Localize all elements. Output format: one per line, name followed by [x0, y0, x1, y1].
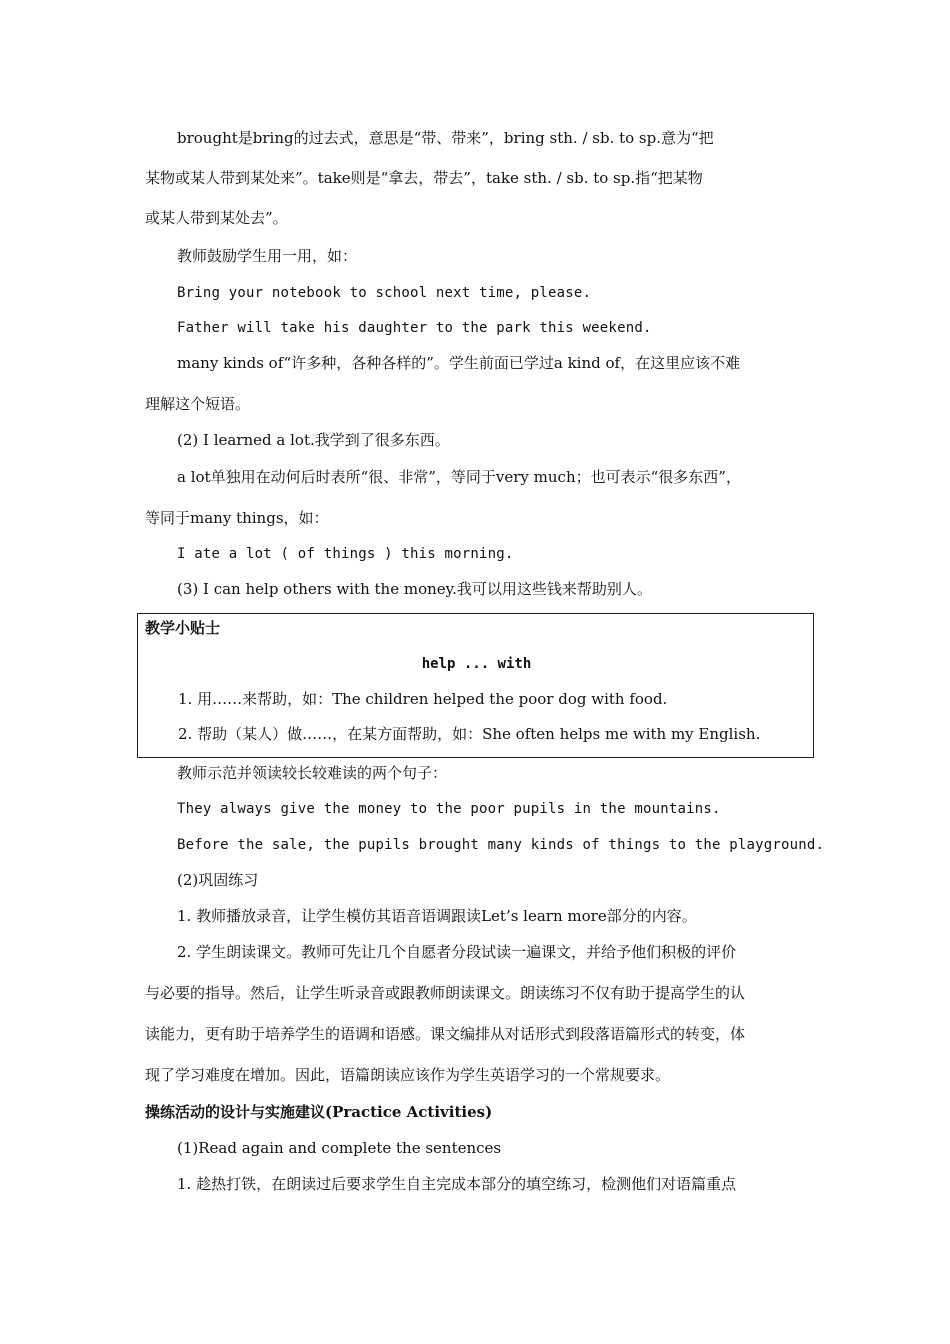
example-sentence: Father will take his daughter to the park this weekend.	[177, 320, 652, 336]
paragraph-line: brought是bring的过去式，意思是“带、带来”，bring sth. / sb. to sp.意为“把	[177, 129, 714, 147]
paragraph-line: 1. 趁热打铁，在朗读过后要求学生自主完成本部分的填空练习，检测他们对语篇重点	[177, 1175, 737, 1193]
paragraph-line: 教师示范并领读较长较难读的两个句子：	[177, 764, 448, 782]
paragraph-line: a lot单独用在动何后时表所“很、非常”，等同于very much；也可表示“很多东西”，	[177, 468, 741, 486]
teaching-tip-box	[137, 613, 814, 758]
paragraph-line: (3) I can help others with the money.我可以用这些钱来帮助别人。	[177, 580, 652, 598]
paragraph-line: 现了学习难度在增加。因此，语篇朗读应该作为学生英语学习的一个常规要求。	[145, 1066, 671, 1084]
example-sentence: They always give the money to the poor pupils in the mountains.	[177, 801, 721, 817]
paragraph-line: 或某人带到某处去”。	[145, 209, 288, 227]
paragraph-line: (1)Read again and complete the sentences	[177, 1139, 502, 1157]
paragraph-line: 1. 教师播放录音，让学生模仿其语音语调跟读Let’s learn more部分的内容。	[177, 907, 697, 925]
paragraph-line: 等同于many things，如：	[145, 509, 329, 527]
paragraph-line: 读能力，更有助于培养学生的语调和语感。课文编排从对话形式到段落语篇形式的转变，体	[145, 1025, 746, 1043]
paragraph-line: 理解这个短语。	[145, 395, 251, 413]
section-subheading: (2)巩固练习	[177, 871, 259, 889]
tip-title: 教学小贴士	[145, 619, 221, 637]
tip-item: 1. 用……来帮助，如：The children helped the poor dog with food.	[178, 690, 668, 708]
paragraph-line: 某物或某人带到某处来”。take则是“拿去，带去”，take sth. / sb. to sp.指“把某物	[145, 169, 703, 187]
paragraph-line: 与必要的指导。然后，让学生听录音或跟教师朗读课文。朗读练习不仅有助于提高学生的认	[145, 984, 746, 1002]
paragraph-line: many kinds of“许多种，各种各样的”。学生前面已学过a kind of，在这里应该不难	[177, 354, 741, 372]
tip-phrase: help ... with	[421, 656, 532, 672]
example-sentence: Before the sale, the pupils brought many kinds of things to the playground.	[177, 837, 825, 853]
paragraph-line: 2. 学生朗读课文。教师可先让几个自愿者分段试读一遍课文，并给予他们积极的评价	[177, 943, 737, 961]
paragraph-line: 教师鼓励学生用一用，如：	[177, 247, 358, 265]
paragraph-line: (2) I learned a lot.我学到了很多东西。	[177, 431, 450, 449]
example-sentence: Bring your notebook to school next time, please.	[177, 285, 592, 301]
tip-item: 2. 帮助（某人）做……，在某方面帮助，如：She often helps me with my English.	[178, 725, 761, 743]
example-sentence: I ate a lot ( of things ) this morning.	[177, 546, 514, 562]
section-heading: 操练活动的设计与实施建议(Practice Activities)	[145, 1103, 493, 1121]
